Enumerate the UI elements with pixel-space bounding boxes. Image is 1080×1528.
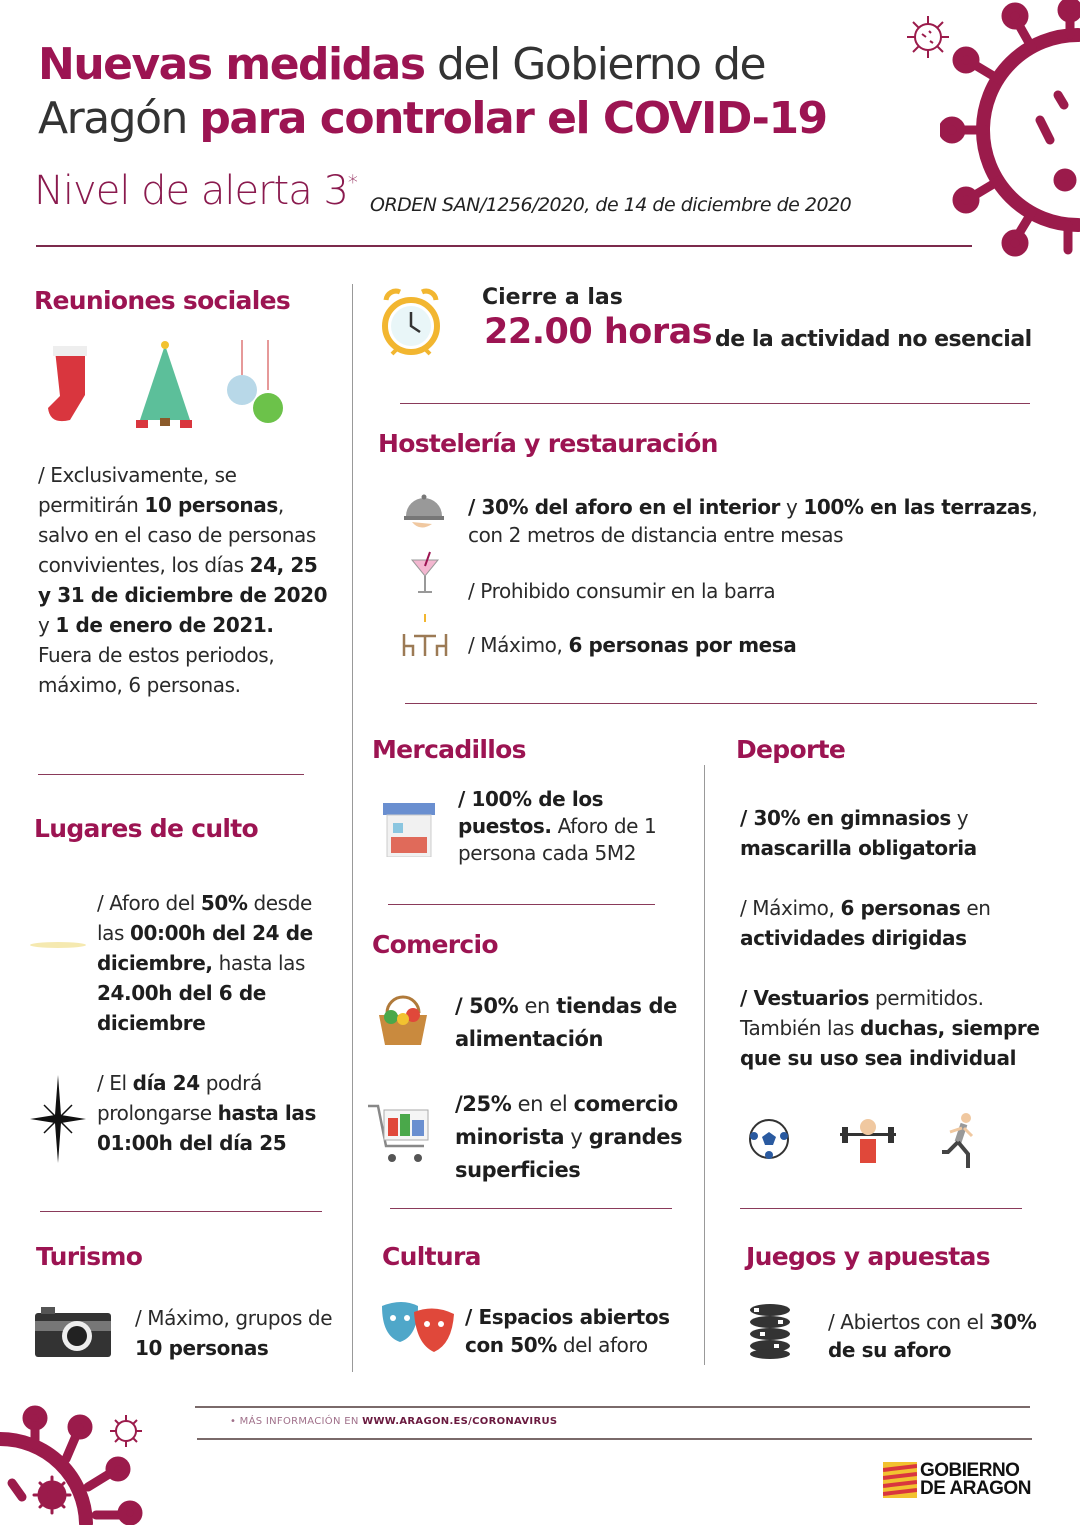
text-segment: día 24 — [132, 1071, 200, 1095]
hosteleria-item-2 — [468, 576, 1028, 606]
text-segment: y — [780, 495, 804, 519]
more-info-prefix: • MÁS INFORMACIÓN EN — [230, 1416, 363, 1427]
text-segment: 24.00h del 6 de diciembre — [97, 981, 266, 1035]
divider — [400, 403, 1030, 404]
text-segment: en — [518, 994, 557, 1018]
runner-icon — [940, 1112, 980, 1170]
casino-chips-icon — [748, 1302, 792, 1360]
text-segment: podrá prolongarse — [97, 1071, 262, 1125]
small-virus-icon — [905, 14, 951, 60]
cierre-rest: de la actividad no esencial — [715, 327, 1032, 352]
turismo-text — [135, 1303, 340, 1363]
header-divider — [36, 245, 972, 247]
text-segment: / Máximo, — [740, 896, 841, 920]
text-segment: 50% — [200, 891, 248, 915]
more-info-link[interactable]: WWW.ARAGON.ES/CORONAVIRUS — [362, 1416, 558, 1427]
section-title-culto: Lugares de culto — [34, 814, 259, 843]
column-divider — [352, 284, 353, 1372]
section-title-comercio: Comercio — [372, 930, 498, 959]
text-segment: desde las — [97, 891, 312, 945]
text-segment: / 30% en gimnasios — [740, 806, 951, 830]
cierre-line1: Cierre a las — [482, 285, 623, 310]
deporte-item-2 — [740, 893, 1060, 953]
text-segment: , salvo en el caso de personas convivientes, los días — [38, 493, 316, 577]
deporte-item-1 — [740, 803, 1060, 863]
culto-text-2 — [97, 1068, 337, 1158]
text-segment: 30% de su aforo — [828, 1310, 1037, 1362]
text-segment: permitidos. También las — [740, 986, 984, 1040]
text-segment: y — [38, 613, 56, 637]
text-segment: 10 personas — [135, 1336, 269, 1360]
text-segment: 1 de enero de 2021. — [55, 613, 274, 637]
virus-icon-bottom — [0, 1405, 150, 1525]
text-segment: / Máximo, grupos de — [135, 1306, 333, 1330]
text-segment: Aforo de 1 persona cada 5M2 — [458, 814, 657, 865]
text-segment: / Exclusivamente, se permitirán — [38, 463, 237, 517]
text-segment: / Máximo, — [468, 633, 569, 657]
section-title-mercadillos: Mercadillos — [372, 735, 526, 764]
weightlifting-icon — [838, 1115, 898, 1167]
divider — [390, 1208, 672, 1209]
market-stall-icon — [383, 803, 435, 857]
text-segment: 6 personas — [840, 896, 961, 920]
section-title-reuniones: Reuniones sociales — [34, 286, 291, 315]
text-segment: tiendas de alimentación — [455, 994, 677, 1051]
cocktail-icon — [410, 550, 440, 596]
divider — [740, 1208, 1022, 1209]
text-segment: / Vestuarios — [740, 986, 869, 1010]
shopping-cart-icon — [368, 1100, 432, 1166]
text-segment: 24, 25 y 31 de diciembre de 2020 — [38, 553, 328, 607]
reuniones-text — [38, 460, 328, 700]
alert-level — [34, 168, 357, 214]
text-segment: Nuevas medidas — [38, 39, 425, 90]
text-segment: / 50% — [455, 994, 519, 1018]
text-segment: / 100% de los puestos. — [458, 787, 604, 838]
order-reference: ORDEN SAN/1256/2020, de 14 de diciembre de 2020 — [370, 194, 852, 216]
grocery-basket-icon — [377, 993, 429, 1047]
deporte-item-3 — [740, 983, 1070, 1073]
column-divider — [704, 765, 705, 1365]
culto-text-1 — [97, 888, 342, 1038]
soccer-ball-icon — [748, 1118, 790, 1160]
comercio-item-2 — [455, 1088, 700, 1187]
section-title-deporte: Deporte — [736, 735, 846, 764]
page-title — [38, 38, 827, 146]
divider — [38, 774, 304, 775]
text-segment: mascarilla obligatoria — [740, 836, 977, 860]
light-glow-icon — [28, 930, 88, 960]
alert-level-text: Nivel de alerta 3 — [34, 168, 348, 214]
text-segment: / Aforo del — [97, 891, 201, 915]
hosteleria-item-3 — [468, 630, 1028, 660]
section-title-cultura: Cultura — [382, 1242, 481, 1271]
section-title-turismo: Turismo — [36, 1242, 143, 1271]
text-segment: para controlar el COVID-19 — [199, 93, 827, 144]
divider — [40, 1211, 322, 1212]
more-info — [230, 1416, 557, 1427]
text-segment: , con 2 metros de distancia entre mesas — [468, 495, 1038, 547]
text-segment: 10 personas — [144, 493, 278, 517]
text-segment: / El — [97, 1071, 133, 1095]
text-segment: Fuera de estos periodos, máximo, 6 personas. — [38, 643, 275, 697]
aragon-flag-icon — [883, 1462, 917, 1498]
footer-divider-bottom — [197, 1438, 1032, 1440]
gobierno-aragon-logo — [883, 1462, 1031, 1498]
alarm-clock-icon — [380, 284, 442, 360]
text-segment: / 30% del aforo en el interior — [468, 495, 780, 519]
footer-divider-top — [195, 1406, 1030, 1408]
text-segment: Aragón — [38, 93, 200, 144]
logo-line-1: GOBIERNO — [920, 1460, 1020, 1481]
text-segment: del Gobierno de — [424, 39, 766, 90]
cierre-hour: 22.00 horas — [484, 312, 713, 352]
section-title-juegos: Juegos y apuestas — [746, 1242, 990, 1271]
text-segment: / Abiertos con el — [828, 1310, 990, 1334]
text-segment: / Espacios abiertos con 50% — [465, 1305, 670, 1357]
text-segment: / Prohibido consumir en la barra — [468, 579, 776, 603]
text-segment: hasta las 01:00h del día 25 — [97, 1101, 316, 1155]
cultura-text — [465, 1303, 700, 1359]
text-segment: actividades dirigidas — [740, 926, 967, 950]
text-segment: comercio minorista — [455, 1092, 678, 1149]
text-segment: y — [564, 1125, 589, 1149]
text-segment: en — [960, 896, 991, 920]
alert-level-mark: * — [347, 170, 357, 195]
text-segment: grandes superficies — [455, 1125, 683, 1182]
theater-masks-icon — [380, 1300, 456, 1354]
logo-line-2: DE ARAGON — [920, 1478, 1031, 1499]
hosteleria-item-1 — [468, 493, 1048, 549]
text-segment: 00:00h del 24 de diciembre, — [97, 921, 313, 975]
mercadillos-text — [458, 786, 688, 867]
juegos-text — [828, 1308, 1058, 1364]
camera-icon — [35, 1307, 111, 1357]
title-line-2 — [38, 92, 827, 146]
virus-icon — [940, 0, 1080, 262]
text-segment: en el — [511, 1092, 574, 1116]
christmas-decorations-icon — [40, 340, 290, 430]
text-segment: 6 personas por mesa — [568, 633, 797, 657]
cloche-icon — [402, 490, 446, 534]
table-chairs-icon — [400, 612, 450, 658]
divider — [405, 703, 1037, 704]
text-segment: hasta las — [212, 951, 306, 975]
text-segment: y — [950, 806, 969, 830]
text-segment: /25% — [455, 1092, 512, 1116]
comercio-item-1 — [455, 990, 695, 1056]
star-icon — [30, 1075, 86, 1163]
title-line-1 — [38, 38, 827, 92]
text-segment: duchas, siempre que su uso sea individual — [740, 1016, 1040, 1070]
section-title-hosteleria: Hostelería y restauración — [378, 429, 718, 458]
text-segment: del aforo — [556, 1333, 648, 1357]
divider — [388, 904, 655, 905]
text-segment: 100% en las terrazas — [803, 495, 1032, 519]
